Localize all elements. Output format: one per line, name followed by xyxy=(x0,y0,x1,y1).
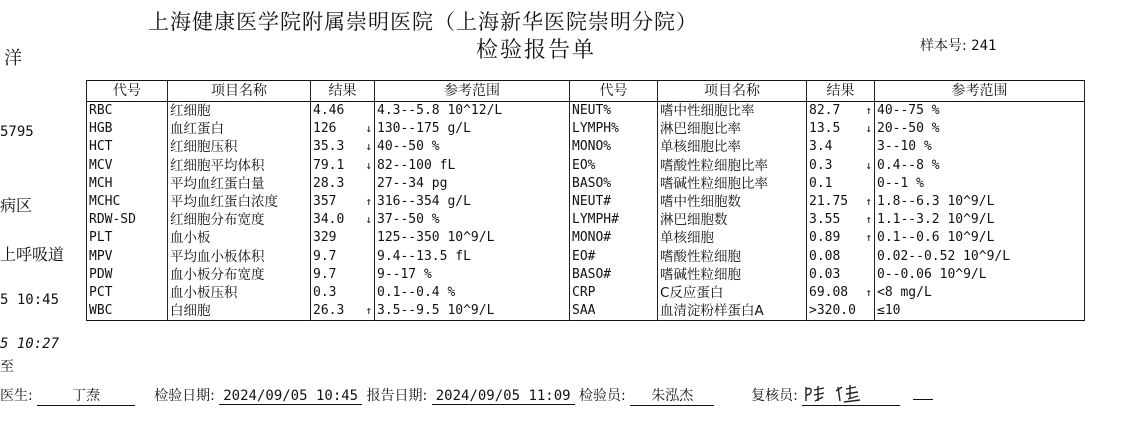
result-value: 357 xyxy=(313,194,337,210)
col-header-code: 代号 xyxy=(570,81,658,102)
reference-range: 3--10 % xyxy=(875,138,1085,156)
reference-range: 1.1--3.2 10^9/L xyxy=(875,211,1085,229)
col-header-range: 参考范围 xyxy=(375,81,570,102)
test-result xyxy=(807,175,875,193)
test-name: 嗜中性细胞数 xyxy=(658,193,807,211)
reference-range: ≤10 xyxy=(875,302,1085,321)
reference-range: 37--50 % xyxy=(375,211,570,229)
test-name: 平均血小板体积 xyxy=(168,248,311,266)
test-result xyxy=(311,302,375,321)
test-name: 红细胞平均体积 xyxy=(168,157,311,175)
test-result xyxy=(311,175,375,193)
test-name: 淋巴细胞比率 xyxy=(658,120,807,138)
test-name: 红细胞分布宽度 xyxy=(168,211,311,229)
table-row xyxy=(87,102,1085,121)
test-code: NEUT# xyxy=(570,193,658,211)
report-date-label: 报告日期: xyxy=(366,388,428,404)
abnormal-flag-icon: ↑ xyxy=(365,195,372,209)
table-row xyxy=(87,248,1085,266)
test-name: 单核细胞 xyxy=(658,229,807,247)
test-code: BASO% xyxy=(570,175,658,193)
doctor-name: 丁焘 xyxy=(37,385,135,406)
test-code: PDW xyxy=(87,266,168,284)
tester-name: 朱泓杰 xyxy=(630,385,714,406)
test-date-value: 2024/09/05 10:45 xyxy=(219,388,362,405)
result-value: 82.7 xyxy=(809,103,841,118)
result-value: 329 xyxy=(313,230,337,246)
test-code: PLT xyxy=(87,229,168,247)
abnormal-flag-icon: ↑ xyxy=(865,231,872,245)
test-result xyxy=(807,302,875,321)
reviewer-label: 复核员: xyxy=(751,388,798,404)
table-row xyxy=(87,138,1085,156)
test-code: EO% xyxy=(570,157,658,175)
reference-range: 0.02--0.52 10^9/L xyxy=(875,248,1085,266)
test-result xyxy=(311,138,375,156)
reference-range: 27--34 pg xyxy=(375,175,570,193)
results-table xyxy=(86,80,1085,321)
test-result xyxy=(311,193,375,211)
test-code: LYMPH% xyxy=(570,120,658,138)
receive-time-fragment: 5 10:27 xyxy=(0,336,60,352)
test-result xyxy=(807,248,875,266)
test-code: PCT xyxy=(87,284,168,302)
reviewer-signature xyxy=(802,383,900,406)
abnormal-flag-icon: ↓ xyxy=(865,122,872,136)
sample-number-label: 样本号: xyxy=(920,38,967,54)
test-name: 血小板压积 xyxy=(168,284,311,302)
report-title: 检验报告单 xyxy=(476,38,597,63)
col-header-range: 参考范围 xyxy=(875,81,1085,102)
test-name: 单核细胞比率 xyxy=(658,138,807,156)
test-code: LYMPH# xyxy=(570,211,658,229)
test-result xyxy=(807,193,875,211)
table-row xyxy=(87,157,1085,175)
table-row xyxy=(87,266,1085,284)
reference-range: 9.4--13.5 fL xyxy=(375,248,570,266)
test-code: CRP xyxy=(570,284,658,302)
reference-range: <8 mg/L xyxy=(875,284,1085,302)
diagnosis-fragment: 上呼吸道 xyxy=(0,245,65,264)
table-row xyxy=(87,175,1085,193)
test-name: 嗜酸性粒细胞比率 xyxy=(658,157,807,175)
table-row xyxy=(87,302,1085,321)
reference-range: 316--354 g/L xyxy=(375,193,570,211)
doctor-label: 医生: xyxy=(0,388,33,404)
col-header-result: 结果 xyxy=(311,81,375,102)
abnormal-flag-icon: ↑ xyxy=(865,213,872,227)
result-value: 126 xyxy=(313,121,337,137)
abnormal-flag-icon: ↓ xyxy=(365,158,372,172)
result-value: >320.0 xyxy=(809,303,856,319)
test-result xyxy=(311,157,375,175)
test-name: 红细胞 xyxy=(168,102,311,121)
abnormal-flag-icon: ↑ xyxy=(865,195,872,209)
result-value: 9.7 xyxy=(313,266,337,282)
result-value: 0.3 xyxy=(313,285,337,301)
abnormal-flag-icon: ↓ xyxy=(365,122,372,136)
sample-number-value: 241 xyxy=(971,38,997,54)
reference-range: 0--1 % xyxy=(875,175,1085,193)
ward-fragment: 病区 xyxy=(0,196,33,215)
result-value: 0.3 xyxy=(809,157,833,173)
reference-range: 0--0.06 10^9/L xyxy=(875,266,1085,284)
result-value: 79.1 xyxy=(313,157,345,173)
reference-range: 130--175 g/L xyxy=(375,120,570,138)
test-code: SAA xyxy=(570,302,658,321)
test-result xyxy=(807,284,875,302)
test-name: 嗜中性细胞比率 xyxy=(658,102,807,121)
test-result xyxy=(807,266,875,284)
table-row xyxy=(87,193,1085,211)
test-name: C反应蛋白 xyxy=(658,284,807,302)
test-date-label: 检验日期: xyxy=(154,388,215,404)
reference-range: 4.3--5.8 10^12/L xyxy=(375,102,570,121)
test-code: MCV xyxy=(87,157,168,175)
test-code: MCHC xyxy=(87,193,168,211)
test-name: 血红蛋白 xyxy=(168,120,311,138)
test-result xyxy=(807,157,875,175)
test-code: BASO# xyxy=(570,266,658,284)
test-name: 嗜碱性粒细胞 xyxy=(658,266,807,284)
result-value: 69.08 xyxy=(809,285,849,301)
collect-time-fragment: 5 10:45 xyxy=(0,292,60,308)
test-code: MPV xyxy=(87,248,168,266)
signature-image xyxy=(802,383,900,405)
test-code: MONO% xyxy=(570,138,658,156)
result-value: 0.89 xyxy=(809,230,841,246)
result-value: 13.5 xyxy=(809,121,841,137)
test-result xyxy=(807,102,875,121)
test-name: 血小板 xyxy=(168,229,311,247)
patient-name-fragment: 洋 xyxy=(4,48,22,69)
test-name: 红细胞压积 xyxy=(168,138,311,156)
report-date-value: 2024/09/05 11:09 xyxy=(432,388,575,405)
test-name: 淋巴细胞数 xyxy=(658,211,807,229)
test-code: NEUT% xyxy=(570,102,658,121)
reference-range: 82--100 fL xyxy=(375,157,570,175)
col-header-item: 项目名称 xyxy=(658,81,807,102)
sample-number xyxy=(920,35,996,55)
test-name: 平均血红蛋白浓度 xyxy=(168,193,311,211)
test-result xyxy=(807,138,875,156)
test-name: 白细胞 xyxy=(168,302,311,321)
test-name: 嗜碱性粒细胞比率 xyxy=(658,175,807,193)
test-name: 嗜酸性粒细胞 xyxy=(658,248,807,266)
remark-fragment: 至 xyxy=(0,359,14,375)
test-result xyxy=(807,211,875,229)
abnormal-flag-icon: ↓ xyxy=(865,158,872,172)
test-result xyxy=(807,229,875,247)
reference-range: 0.1--0.4 % xyxy=(375,284,570,302)
hospital-name: 上海健康医学院附属崇明医院（上海新华医院崇明分院） xyxy=(148,10,698,34)
abnormal-flag-icon: ↓ xyxy=(365,140,372,154)
result-value: 21.75 xyxy=(809,194,849,210)
reference-range: 9--17 % xyxy=(375,266,570,284)
result-value: 0.1 xyxy=(809,175,833,191)
test-code: RDW-SD xyxy=(87,211,168,229)
test-name: 血小板分布宽度 xyxy=(168,266,311,284)
col-header-result: 结果 xyxy=(807,81,875,102)
result-value: 9.7 xyxy=(313,248,337,264)
table-row xyxy=(87,284,1085,302)
result-value: 28.3 xyxy=(313,175,345,191)
test-result xyxy=(807,120,875,138)
abnormal-flag-icon: ↑ xyxy=(865,286,872,300)
reference-range: 0.1--0.6 10^9/L xyxy=(875,229,1085,247)
table-row xyxy=(87,211,1085,229)
test-code: EO# xyxy=(570,248,658,266)
tester-label: 检验员: xyxy=(579,388,626,404)
reference-range: 125--350 10^9/L xyxy=(375,229,570,247)
reference-range: 40--50 % xyxy=(375,138,570,156)
reference-range: 0.4--8 % xyxy=(875,157,1085,175)
result-value: 35.3 xyxy=(313,139,345,155)
abnormal-flag-icon: ↑ xyxy=(365,304,372,318)
test-code: MONO# xyxy=(570,229,658,247)
test-code: RBC xyxy=(87,102,168,121)
test-code: MCH xyxy=(87,175,168,193)
test-code: HGB xyxy=(87,120,168,138)
reference-range: 20--50 % xyxy=(875,120,1085,138)
test-name: 血清淀粉样蛋白A xyxy=(658,302,807,321)
test-code: WBC xyxy=(87,302,168,321)
reference-range: 3.5--9.5 10^9/L xyxy=(375,302,570,321)
test-code: HCT xyxy=(87,138,168,156)
test-result xyxy=(311,248,375,266)
test-result xyxy=(311,102,375,121)
report-footer xyxy=(0,383,933,406)
result-value: 0.03 xyxy=(809,266,841,282)
test-result xyxy=(311,211,375,229)
result-value: 4.46 xyxy=(313,103,345,118)
result-value: 0.08 xyxy=(809,248,841,264)
result-value: 3.4 xyxy=(809,139,833,155)
abnormal-flag-icon: ↓ xyxy=(365,213,372,227)
test-result xyxy=(311,229,375,247)
table-header-row xyxy=(87,81,1085,102)
abnormal-flag-icon: ↑ xyxy=(865,104,872,117)
result-value: 34.0 xyxy=(313,212,345,228)
col-header-item: 项目名称 xyxy=(168,81,311,102)
reference-range: 40--75 % xyxy=(875,102,1085,121)
test-result xyxy=(311,266,375,284)
result-value: 26.3 xyxy=(313,303,345,319)
table-row xyxy=(87,120,1085,138)
table-row xyxy=(87,229,1085,247)
test-result xyxy=(311,120,375,138)
reference-range: 1.8--6.3 10^9/L xyxy=(875,193,1085,211)
patient-id-fragment: 5795 xyxy=(0,124,34,140)
test-result xyxy=(311,284,375,302)
test-name: 平均血红蛋白量 xyxy=(168,175,311,193)
col-header-code: 代号 xyxy=(87,81,168,102)
result-value: 3.55 xyxy=(809,212,841,228)
